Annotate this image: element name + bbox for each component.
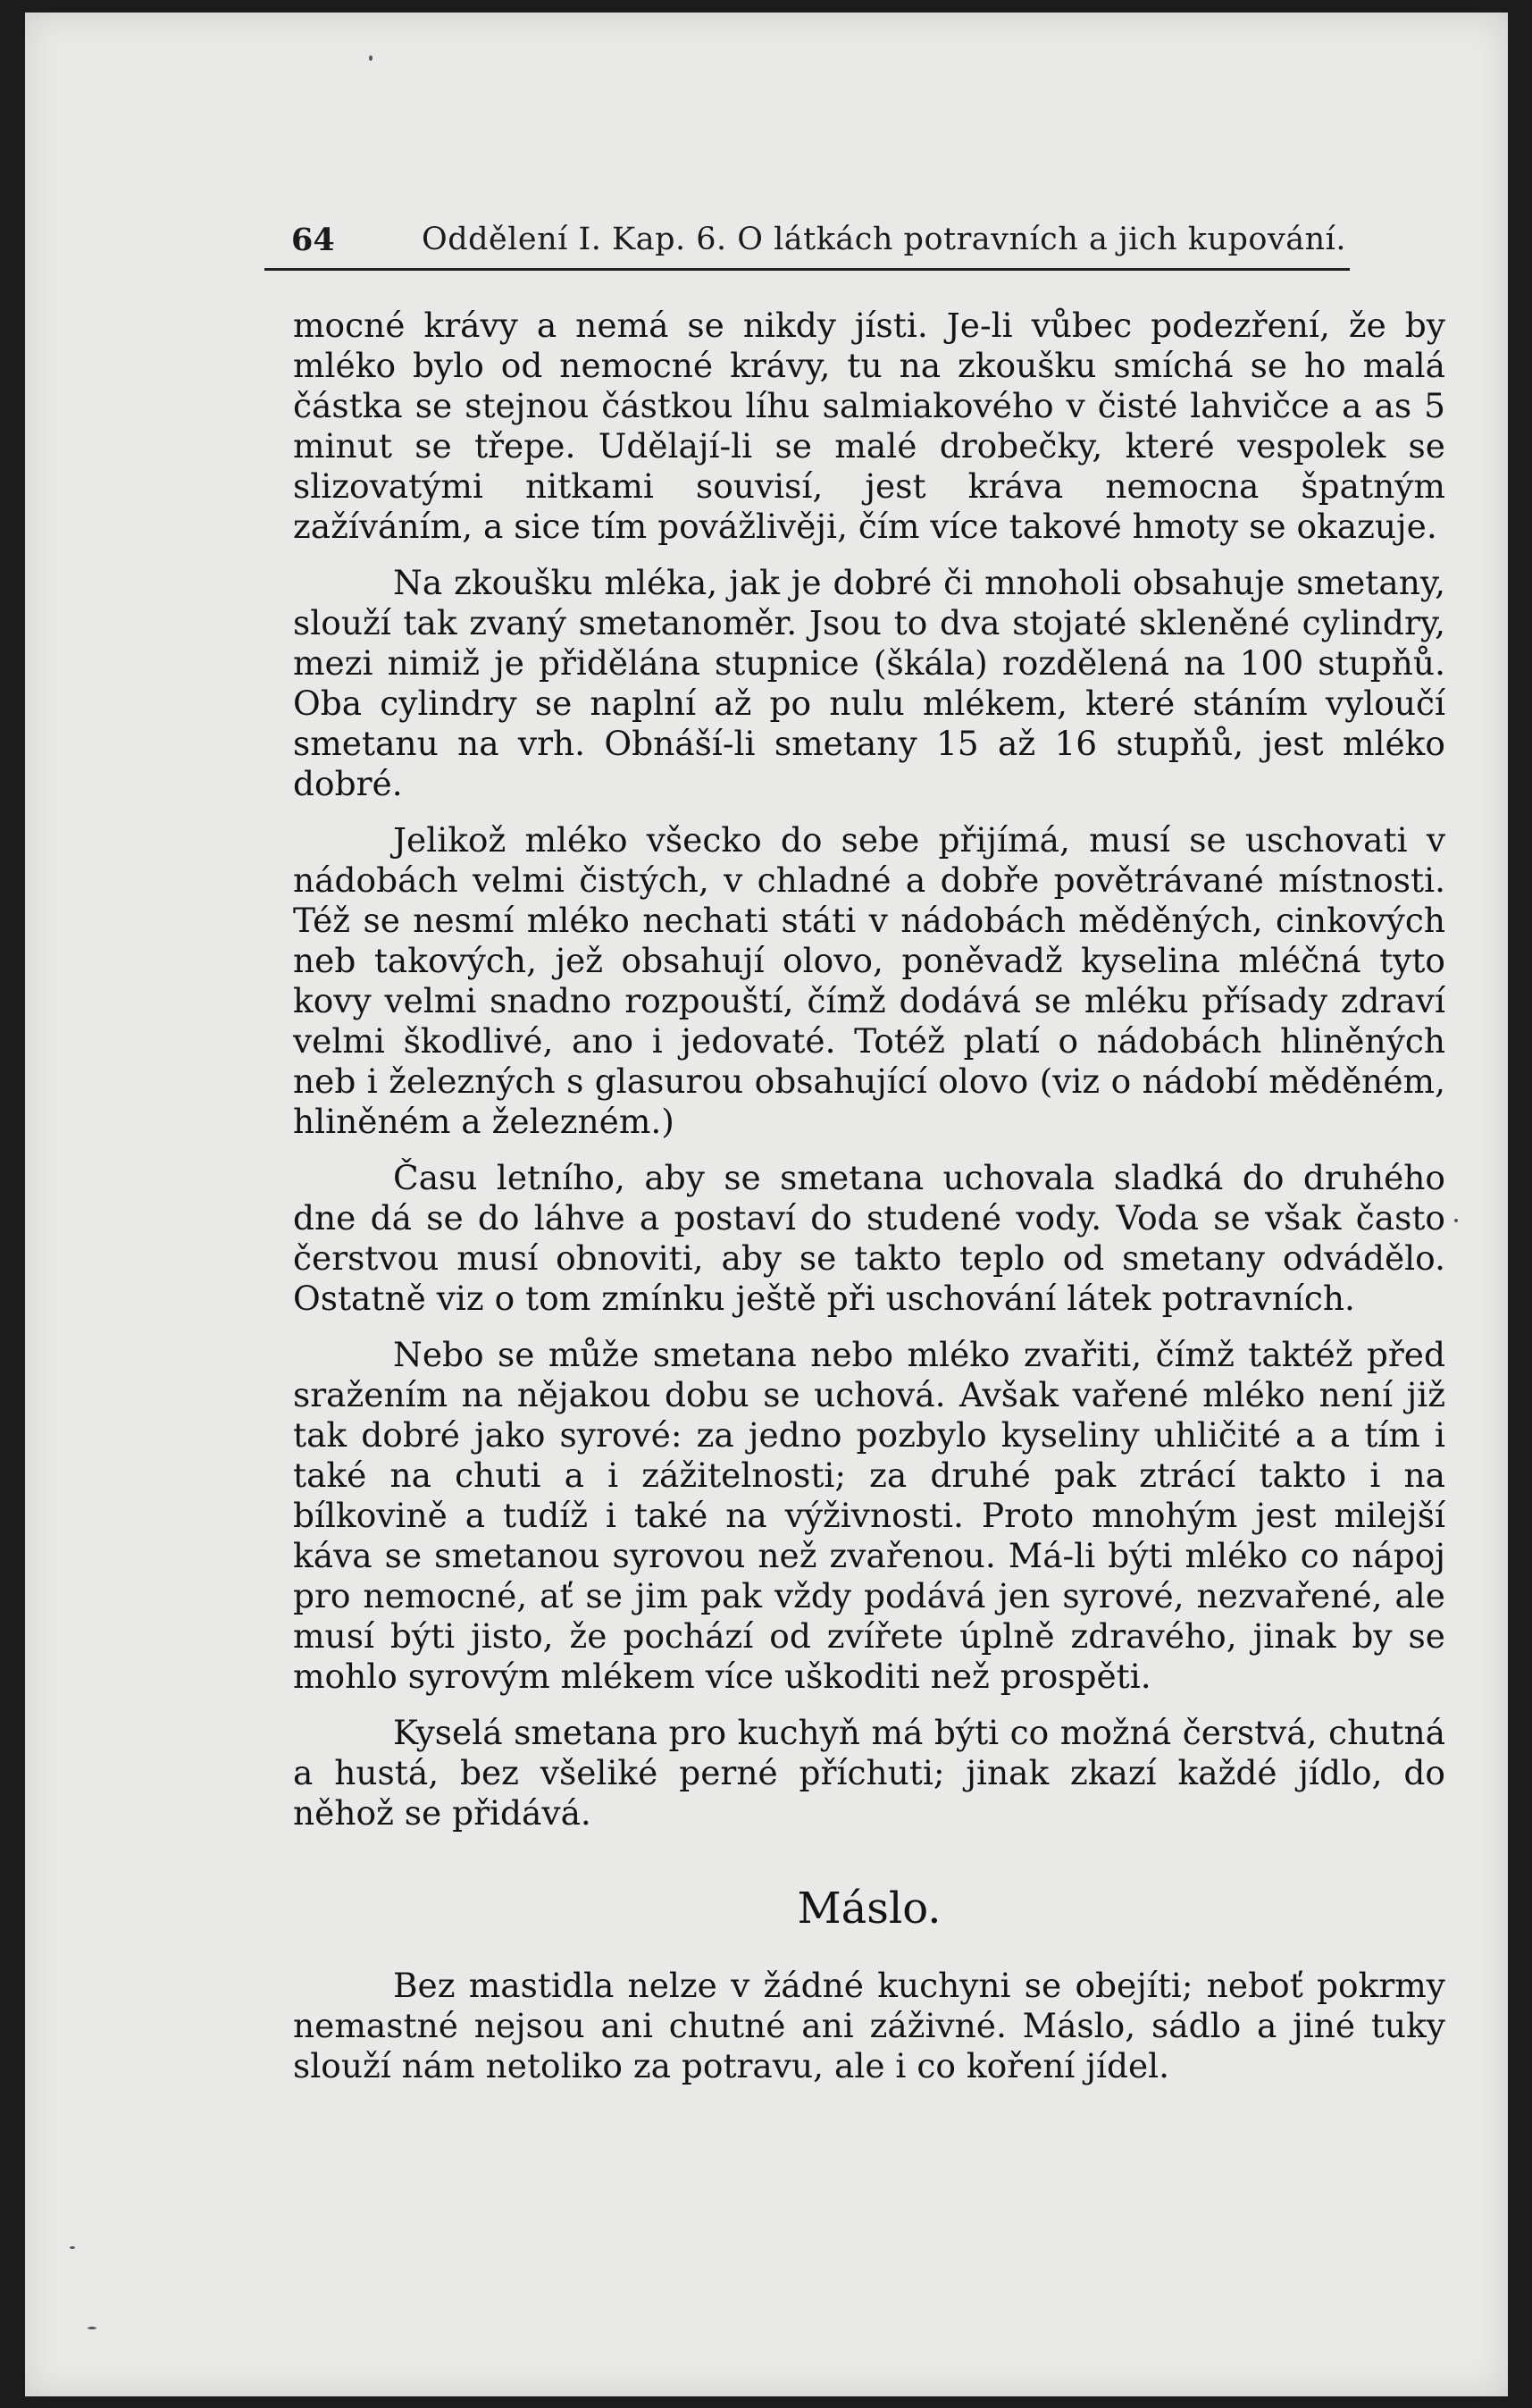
scan-speck [88,2327,96,2329]
running-head [264,218,1350,271]
paper-sheet [25,13,1508,2396]
scan-speck [70,2246,75,2249]
paragraph-3: Jelikož mléko všecko do sebe přijímá, musí se uschovati v nádobách velmi čistých, v chladné a dobře povětrávané místnosti. Též se nesmí mléko nechati státi v nádobách měděných, cinkových neb takových, jež obsahují olovo, poněvadž kyselina mléčná tyto kovy velmi snadno rozpouští, čímž dodává se mléku přísady zdraví velmi škodlivé, ano i jedovaté. Totéž platí o nádobách hliněných neb i železných s glasurou obsahující olovo (viz o nádobí měděném, hliněném a železném.) [293,820,1445,1141]
scan-speck [369,55,373,61]
paragraph-1: mocné krávy a nemá se nikdy jísti. Je-li vůbec podezření, že by mléko bylo od nemocné krávy, tu na zkoušku smíchá se ho malá částka se stejnou částkou líhu salmiakového v čisté lahvičce a as 5 minut se třepe. Udělají-li se malé drobečky, které vespolek se slizovatými nitkami souvisí, jest kráva nemocna špatným zažíváním, a sice tím povážlivěji, čím více takové hmoty se okazuje. [293,306,1445,546]
paragraph-6: Kyselá smetana pro kuchyň má býti co možná čerstvá, chutná a hustá, bez všeliké perné příchuti; jinak zkazí každé jídlo, do něhož se přidává. [293,1713,1445,1833]
body-text [293,306,1445,2102]
page-number: 64 [291,222,335,258]
paragraph-2: Na zkoušku mléka, jak je dobré či mnoholi obsahuje smetany, slouží tak zvaný smetanoměr. Jsou to dva stojaté skleněné cylindry, mezi nimiž je přidělána stupnice (škála) rozdělená na 100 stupňů. Oba cylindry se naplní až po nulu mlékem, které stáním vyloučí smetanu na vrh. Obnáší-li smetany 15 až 16 stupňů, jest mléko dobré. [293,563,1445,803]
section-heading: Máslo. [797,1884,942,1934]
running-head-title: Oddělení I. Kap. 6. O látkách potravních a jich kupování. [422,222,1346,257]
closing-paragraph: Bez mastidla nelze v žádné kuchyni se obejíti; neboť pokrmy nemastné nejsou ani chutné ani záživné. Máslo, sádlo a jiné tuky slouží nám netoliko za potravu, ale i co koření jídel. [293,1966,1445,2085]
paragraph-4: Času letního, aby se smetana uchovala sladká do druhého dne dá se do láhve a postaví do studené vody. Voda se však často čerstvou musí obnoviti, aby se takto teplo od smetany odvádělo. Ostatně viz o tom zmínku ještě při uschování látek potravních. [293,1158,1445,1318]
paragraph-5: Nebo se může smetana nebo mléko zvařiti, čímž taktéž před sražením na nějakou dobu se uchová. Avšak vařené mléko není již tak dobré jako syrové: za jedno pozbylo kyseliny uhličité a a tím i také na chuti a i zážitelnosti; za druhé pak ztrácí takto i na bílkovině a tudíž i také na výživnosti. Proto mnohým jest milejší káva se smetanou syrovou než zvařenou. Má-li býti mléko co nápoj pro nemocné, ať se jim pak vždy podává jen syrové, nezvařené, ale musí býti jisto, že pochází od zvířete úplně zdravého, jinak by se mohlo syrovým mlékem více uškoditi než prospěti. [293,1335,1445,1696]
scan-speck [1454,1219,1458,1222]
